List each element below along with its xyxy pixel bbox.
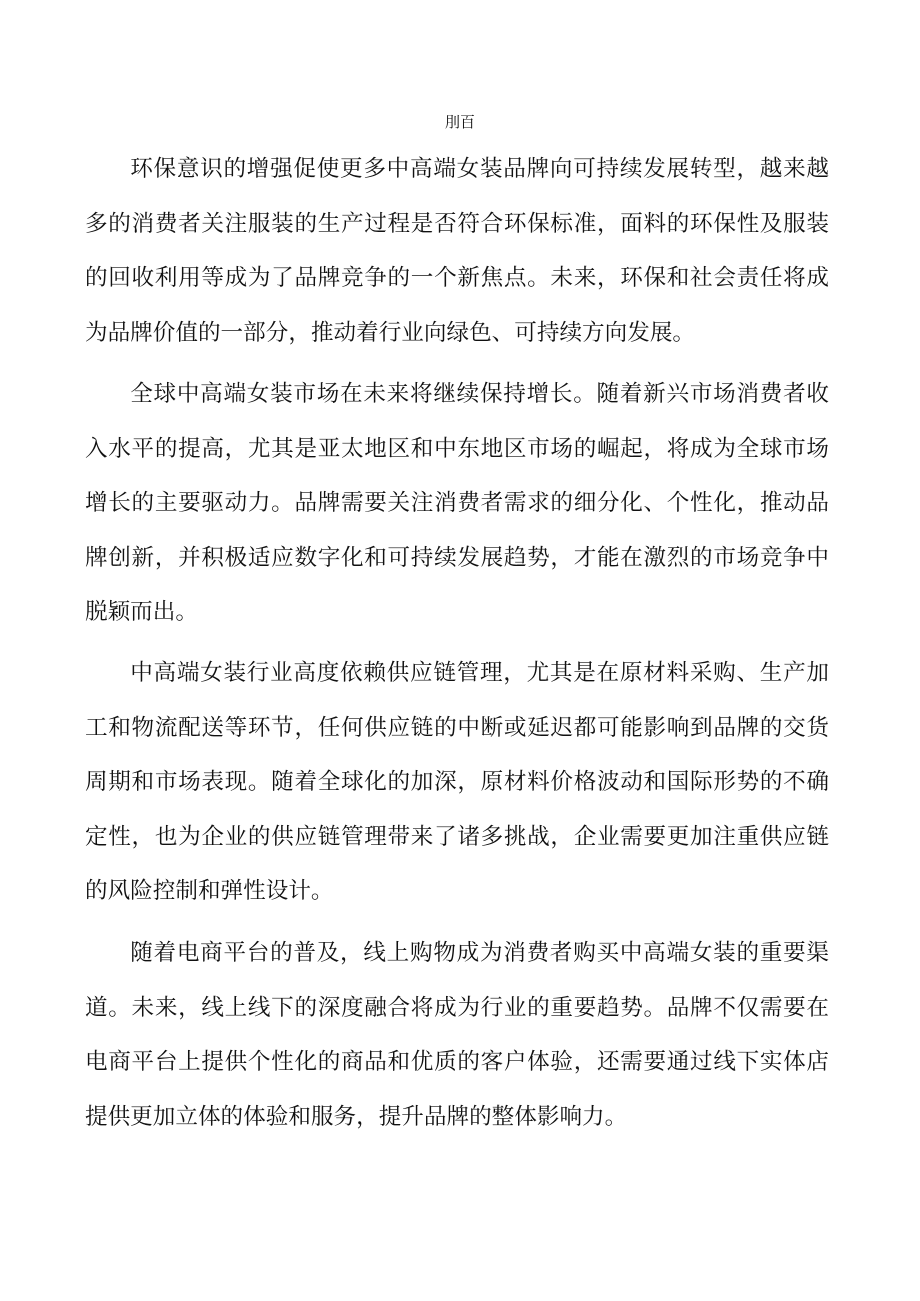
paragraph-environmental-awareness: 环保意识的增强促使更多中高端女装品牌向可持续发展转型，越来越多的消费者关注服装的生产过程是否符合环保标准，面料的环保性及服装的回收利用等成为了品牌竞争的一个新焦点。未来，环保和社会责任将成为品牌价值的一部分，推动着行业向绿色、可持续方向发展。	[85, 156, 829, 346]
paragraph-supply-chain: 中高端女装行业高度依赖供应链管理，尤其是在原材料采购、生产加工和物流配送等环节，任何供应链的中断或延迟都可能影响到品牌的交货周期和市场表现。随着全球化的加深，原材料价格波动和国际形势的不确定性，也为企业的供应链管理带来了诸多挑战，企业需要更加注重供应链的风险控制和弹性设计。	[85, 660, 829, 904]
paragraph-ecommerce: 随着电商平台的普及，线上购物成为消费者购买中高端女装的重要渠道。未来，线上线下的深度融合将成为行业的重要趋势。品牌不仅需要在电商平台上提供个性化的商品和优质的客户体验，还需要通过线下实体店提供更加立体的体验和服务，提升品牌的整体影响力。	[85, 940, 829, 1130]
paragraph-global-market-growth: 全球中高端女装市场在未来将继续保持增长。随着新兴市场消费者收入水平的提高，尤其是亚太地区和中东地区市场的崛起，将成为全球市场增长的主要驱动力。品牌需要关注消费者需求的细分化、个性化，推动品牌创新，并积极适应数字化和可持续发展趋势，才能在激烈的市场竞争中脱颖而出。	[85, 381, 829, 625]
page-heading: 刖百	[444, 113, 475, 131]
